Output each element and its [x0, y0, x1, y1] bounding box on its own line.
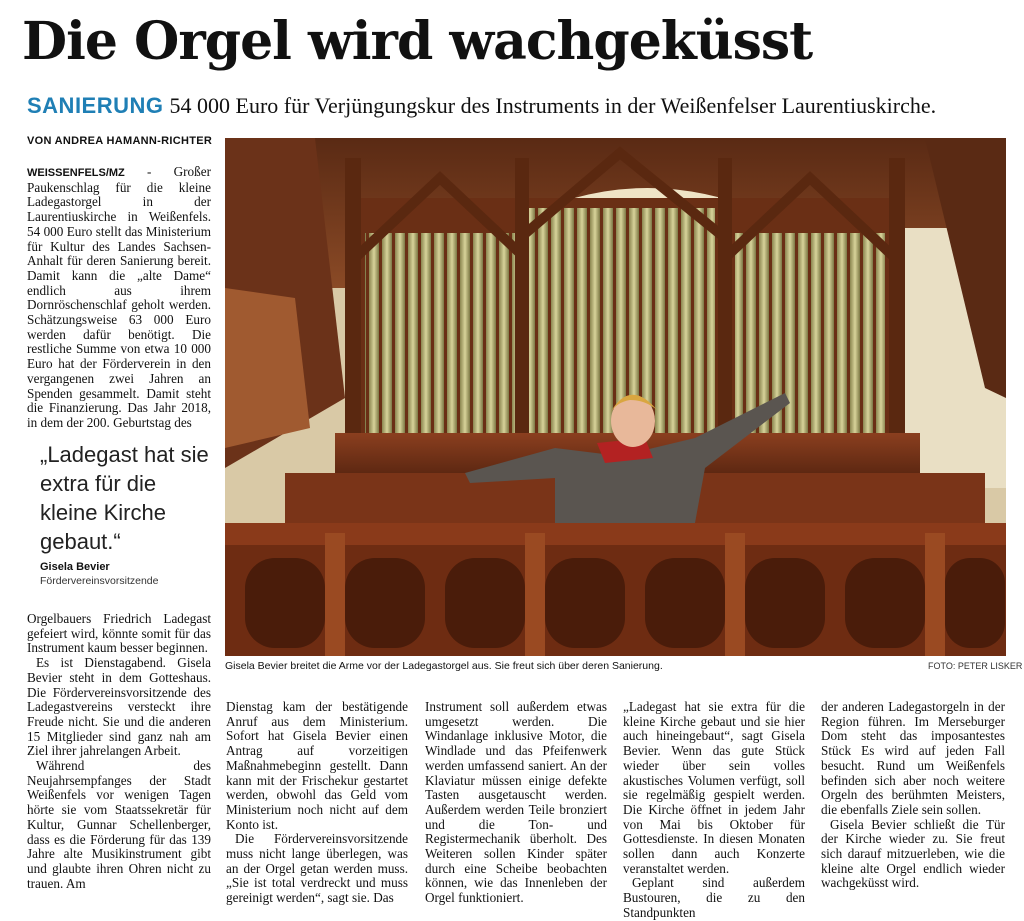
photo-caption: Gisela Bevier breitet die Arme vor der Ladegastorgel aus. Sie freut sich über deren Sanierung. — [225, 660, 663, 672]
paragraph: „Ladegast hat sie extra für die kleine Kirche gebaut und sie hier auch hineingebaut“, sagt Gisela Bevier. Wenn das gute Stück wieder über sein volles akustisches Volumen verfügt, soll sie regelmäßig gespielt werden. Die Kirche öffnet in jedem Jahr von Mai bis Oktober für Gottesdienste. In diesen Monaten sollen dann auch Konzerte veranstaltet werden. — [623, 699, 805, 876]
paragraph: Während des Neujahrsempfanges der Stadt Weißenfels vor wenigen Tagen hörte sie vom Staatssekretär für Kultur, Gunnar Schellenberger, dass es die Förderung für das 139 Jahre alte Musikinstrument gibt und glaubte ihren Ohren nicht zu trauen. Am — [27, 758, 211, 891]
headline: Die Orgel wird wachgeküsst — [22, 11, 813, 72]
paragraph: Orgelbauers Friedrich Ladegast gefeiert wird, könnte somit für das Instrument kaum besser beginnen. — [27, 611, 211, 656]
paragraph: Geplant sind außerdem Bustouren, die zu den Standpunkten — [623, 875, 805, 920]
column-4 — [623, 699, 805, 920]
byline: VON ANDREA HAMANN-RICHTER — [27, 135, 213, 147]
subheadline — [27, 93, 936, 119]
column-5 — [821, 700, 1005, 900]
paragraph: der anderen Ladegastorgeln in der Region führen. Im Merseburger Dom steht das imposantestes Stück Es wird auf jeden Fall besucht. Rund um Weißenfels befinden sich aber noch weitere Orgeln des berühmten Meisters, die ebenfalls Ziele sein sollen. — [821, 699, 1005, 817]
column-2 — [226, 699, 408, 906]
dateline: WEISSENFELS/MZ — [27, 167, 125, 179]
photo-credit: FOTO: PETER LISKER — [928, 661, 1023, 671]
paragraph: Dienstag kam der bestätigende Anruf aus dem Ministerium. Sofort hat Gisela Bevier einen Antrag auf vorzeitigen Maßnahmebeginn gestellt. Dann kann mit der Frischekur gestartet werden, obwohl das Geld vom Ministerium noch nicht auf dem Konto ist. — [226, 699, 408, 832]
kicker: SANIERUNG — [27, 93, 164, 118]
column-1-top — [27, 164, 211, 430]
column-1-bottom — [27, 612, 211, 902]
paragraph: Es ist Dienstagabend. Gisela Bevier steht in dem Gotteshaus. Die Fördervereinsvorsitzende des Ladegastvereins versteckt ihre Freude nicht. Sie und die anderen 15 Mitglieder sind ganz nah am Ziel ihrer jahrelangen Arbeit. — [27, 655, 211, 759]
organ-photo — [225, 138, 1006, 656]
lead-text: - Großer Paukenschlag für die kleine Ladegastorgel in der Laurentiuskirche in Weißenfels. 54 000 Euro stellt das Ministerium für Kultur des Landes Sachsen-Anhalt für deren Sanierung bereit. Damit kann die „alte Dame“ endlich aus ihrem Dornröschenschlaf geholt werden. Schätzungsweise 63 000 Euro werden dafür benötigt. Die restliche Summe von etwa 10 000 Euro hat der Förderverein in den vergangenen zwei Jahren an Spenden gesammelt. Damit steht die Finanzierung. Das Jahr 2018, in dem der 200. Geburtstag des — [27, 164, 211, 430]
pullquote-name: Gisela Bevier — [40, 561, 110, 573]
lead-paragraph — [27, 165, 211, 431]
pullquote-role: Fördervereinsvorsitzende — [40, 575, 159, 587]
paragraph: Gisela Bevier schließt die Tür der Kirche wieder zu. Sie freut sich darauf mitzuerleben, wie die kleine alte Orgel endlich wieder wachgeküsst wird. — [821, 816, 1005, 891]
paragraph: Die Fördervereinsvorsitzende muss nicht lange überlegen, was an der Orgel getan werden muss. „Sie ist total verdreckt und muss gereinigt werden“, sagt sie. Das — [226, 831, 408, 906]
subheadline-text: 54 000 Euro für Verjüngungskur des Instruments in der Weißenfelser Laurentiuskirche. — [169, 93, 937, 118]
column-3 — [425, 699, 607, 906]
pullquote-text: „Ladegast hat sie extra für die kleine Kirche gebaut.“ — [40, 442, 209, 554]
paragraph: Instrument soll außerdem etwas umgesetzt werden. Die Windanlage inklusive Motor, die Windlade und das Pfeifenwerk werden umfassend saniert. An der Klaviatur müssen einige defekte Tasten ausgetauscht werden. Außerdem werden Teile bronziert und die Ton- und Registermechanik überholt. Des Weiteren sollen Kinder später durch eine Scheibe beobachten können, wie das Innenleben der Orgel funktioniert. — [425, 699, 607, 906]
